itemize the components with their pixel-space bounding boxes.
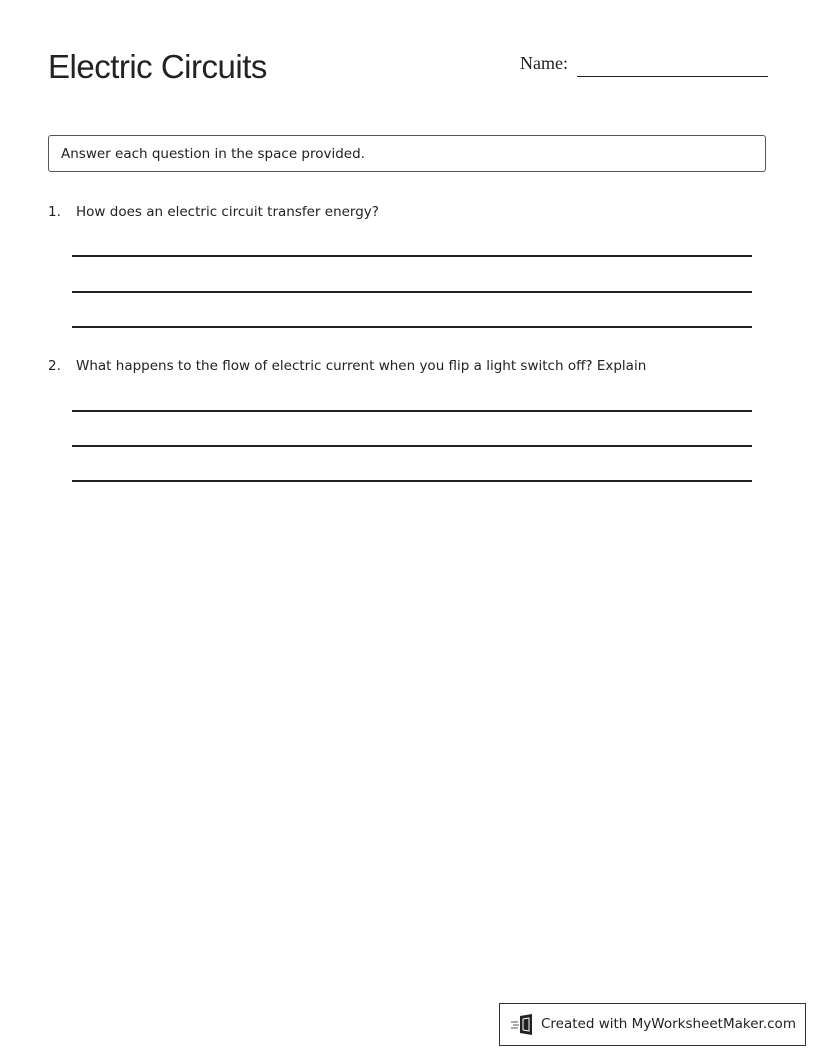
answer-line[interactable]: [72, 255, 752, 257]
answer-line[interactable]: [72, 326, 752, 328]
worksheet-maker-logo-icon: [510, 1013, 536, 1037]
answer-line[interactable]: [72, 445, 752, 447]
instructions-box: [48, 135, 766, 172]
footer-badge[interactable]: [499, 1003, 806, 1046]
footer-text: Created with MyWorksheetMaker.com: [541, 1016, 796, 1032]
question-text: What happens to the flow of electric current when you flip a light switch off? Explain: [76, 358, 647, 374]
name-field-line[interactable]: [577, 76, 768, 77]
answer-line[interactable]: [72, 291, 752, 293]
question-number: 2.: [48, 358, 61, 374]
answer-line[interactable]: [72, 410, 752, 412]
page-title: Electric Circuits: [48, 48, 267, 85]
answer-line[interactable]: [72, 480, 752, 482]
name-label: Name:: [520, 53, 568, 73]
question-number: 1.: [48, 204, 61, 220]
instructions-text: Answer each question in the space provided.: [61, 146, 365, 162]
question-text: How does an electric circuit transfer energy?: [76, 204, 379, 220]
